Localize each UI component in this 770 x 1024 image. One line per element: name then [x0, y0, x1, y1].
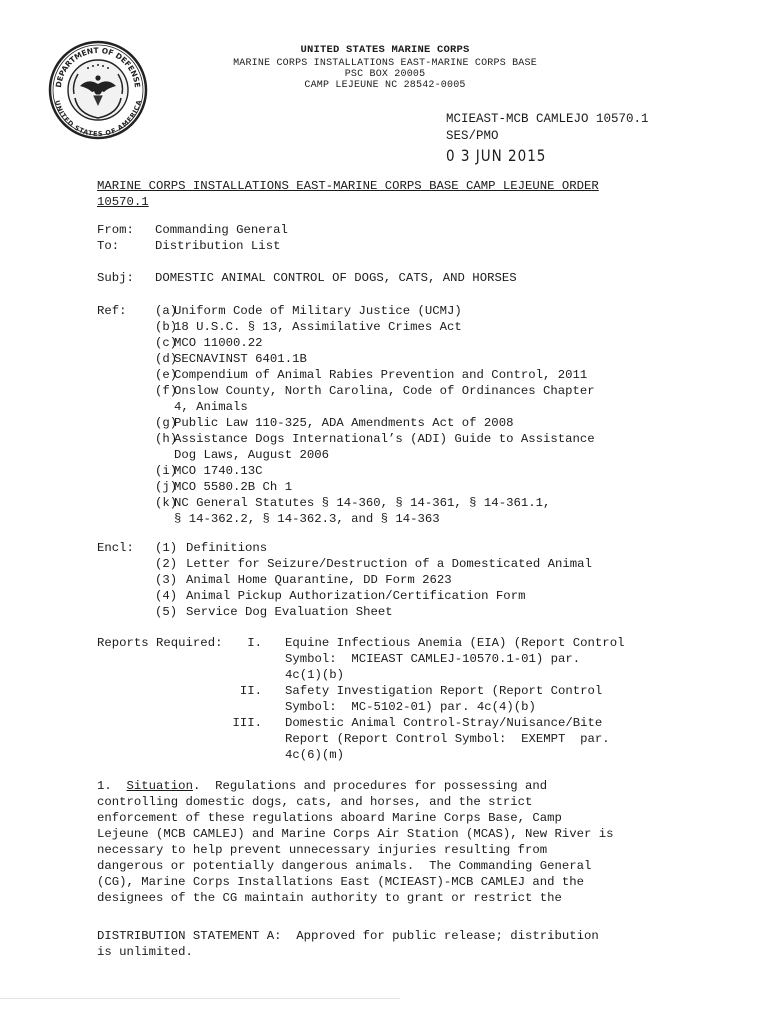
paragraph-1-line: necessary to help prevent unnecessary injuries resulting from [97, 843, 548, 857]
reference-id: (k) [155, 496, 178, 510]
page-bottom-rule [0, 998, 400, 999]
enclosure-text: Service Dog Evaluation Sheet [186, 605, 393, 619]
enclosure-id: (5) [155, 605, 178, 619]
report-number: III. [232, 716, 262, 730]
reference-text: Dog Laws, August 2006 [174, 448, 329, 462]
to-value: Distribution List [155, 239, 281, 253]
references-label: Ref: [97, 304, 127, 318]
reference-id: (i) [155, 464, 178, 478]
svg-text:DEPARTMENT OF DEFENSE: DEPARTMENT OF DEFENSE [54, 45, 142, 89]
reference-id: (b) [155, 320, 178, 334]
reference-text: MCO 1740.13C [174, 464, 263, 478]
reference-text: SECNAVINST 6401.1B [174, 352, 307, 366]
paragraph-1-line: dangerous or potentially dangerous animals. The Commanding General [97, 859, 592, 873]
office-code: SES/PMO [446, 129, 499, 143]
letterhead-city: CAMP LEJEUNE NC 28542-0005 [304, 80, 466, 91]
reference-text: Public Law 110-325, ADA Amendments Act of 2008 [174, 416, 514, 430]
paragraph-1-first-line-text: . Regulations and procedures for possessing and [192, 779, 548, 793]
letterhead-box: PSC BOX 20005 [344, 69, 426, 80]
report-text: Symbol: MC-5102-01) par. 4c(4)(b) [285, 700, 536, 714]
paragraph-1-line: Lejeune (MCB CAMLEJ) and Marine Corps Air Station (MCAS), New River is [97, 827, 614, 841]
to-label: To: [97, 239, 120, 253]
letterhead-unit: MARINE CORPS INSTALLATIONS EAST-MARINE CORPS BASE [233, 58, 537, 69]
reference-text: Compendium of Animal Rabies Prevention and Control, 2011 [174, 368, 588, 382]
report-text: Safety Investigation Report (Report Control [285, 684, 603, 698]
enclosures-label: Encl: [97, 541, 134, 555]
reference-text: Uniform Code of Military Justice (UCMJ) [174, 304, 462, 318]
order-title-line-1: MARINE CORPS INSTALLATIONS EAST-MARINE CORPS BASE CAMP LEJEUNE ORDER [97, 179, 599, 193]
subject-value: DOMESTIC ANIMAL CONTROL OF DOGS, CATS, AND HORSES [155, 271, 517, 285]
paragraph-1-line: (CG), Marine Corps Installations East (MCIEAST)-MCB CAMLEJ and the [97, 875, 585, 889]
paragraph-1-number: 1. [97, 779, 112, 793]
report-text: 4c(6)(m) [285, 748, 345, 762]
distribution-statement-line-2: is unlimited. [97, 945, 193, 959]
report-text: Report (Report Control Symbol: EXEMPT par. [285, 732, 610, 746]
enclosure-text: Letter for Seizure/Destruction of a Domesticated Animal [186, 557, 592, 571]
from-value: Commanding General [155, 223, 288, 237]
enclosure-id: (2) [155, 557, 178, 571]
order-code: MCIEAST-MCB CAMLEJO 10570.1 [446, 112, 649, 126]
reference-id: (h) [155, 432, 178, 446]
reference-id: (e) [155, 368, 178, 382]
report-text: Domestic Animal Control-Stray/Nuisance/Bite [285, 716, 603, 730]
paragraph-1-first-line [97, 778, 547, 794]
svg-text:UNITED STATES OF AMERICA: UNITED STATES OF AMERICA [52, 99, 144, 139]
reference-id: (d) [155, 352, 178, 366]
reference-text: § 14-362.2, § 14-362.3, and § 14-363 [174, 512, 440, 526]
enclosure-id: (4) [155, 589, 178, 603]
report-text: Equine Infectious Anemia (EIA) (Report Control [285, 636, 625, 650]
enclosure-id: (1) [155, 541, 178, 555]
report-number: II. [239, 684, 262, 698]
paragraph-1-line: designees of the CG maintain authority to grant or restrict the [97, 891, 562, 905]
paragraph-1-line: enforcement of these regulations aboard Marine Corps Base, Camp [97, 811, 562, 825]
reference-id: (j) [155, 480, 178, 494]
enclosure-text: Animal Pickup Authorization/Certification Form [186, 589, 526, 603]
reference-text: MCO 5580.2B Ch 1 [174, 480, 293, 494]
letterhead-organization: UNITED STATES MARINE CORPS [300, 44, 470, 56]
reference-text: 18 U.S.C. § 13, Assimilative Crimes Act [174, 320, 462, 334]
reference-text: MCO 11000.22 [174, 336, 263, 350]
report-text: Symbol: MCIEAST CAMLEJ-10570.1-01) par. [285, 652, 581, 666]
paragraph-1-line: controlling domestic dogs, cats, and horses, and the strict [97, 795, 533, 809]
report-text: 4c(1)(b) [285, 668, 345, 682]
reference-text: Onslow County, North Carolina, Code of Ordinances Chapter [174, 384, 595, 398]
paragraph-1-heading: Situation [126, 779, 193, 793]
enclosure-id: (3) [155, 573, 178, 587]
reference-id: (g) [155, 416, 178, 430]
reference-id: (a) [155, 304, 178, 318]
order-title-line-2: 10570.1 [97, 195, 149, 209]
distribution-statement-line-1: DISTRIBUTION STATEMENT A: Approved for public release; distribution [97, 929, 599, 943]
enclosure-text: Definitions [186, 541, 268, 555]
from-label: From: [97, 223, 134, 237]
reference-id: (c) [155, 336, 178, 350]
report-number: I. [247, 636, 262, 650]
signature-date: 0 3 JUN 2015 [446, 147, 547, 166]
reports-required-label: Reports Required: [97, 636, 223, 650]
reference-text: NC General Statutes § 14-360, § 14-361, § 14-361.1, [174, 496, 551, 510]
subject-label: Subj: [97, 271, 134, 285]
reference-text: 4, Animals [174, 400, 248, 414]
department-of-defense-seal [48, 40, 148, 140]
reference-text: Assistance Dogs International’s (ADI) Guide to Assistance [174, 432, 595, 446]
enclosure-text: Animal Home Quarantine, DD Form 2623 [186, 573, 452, 587]
reference-id: (f) [155, 384, 178, 398]
